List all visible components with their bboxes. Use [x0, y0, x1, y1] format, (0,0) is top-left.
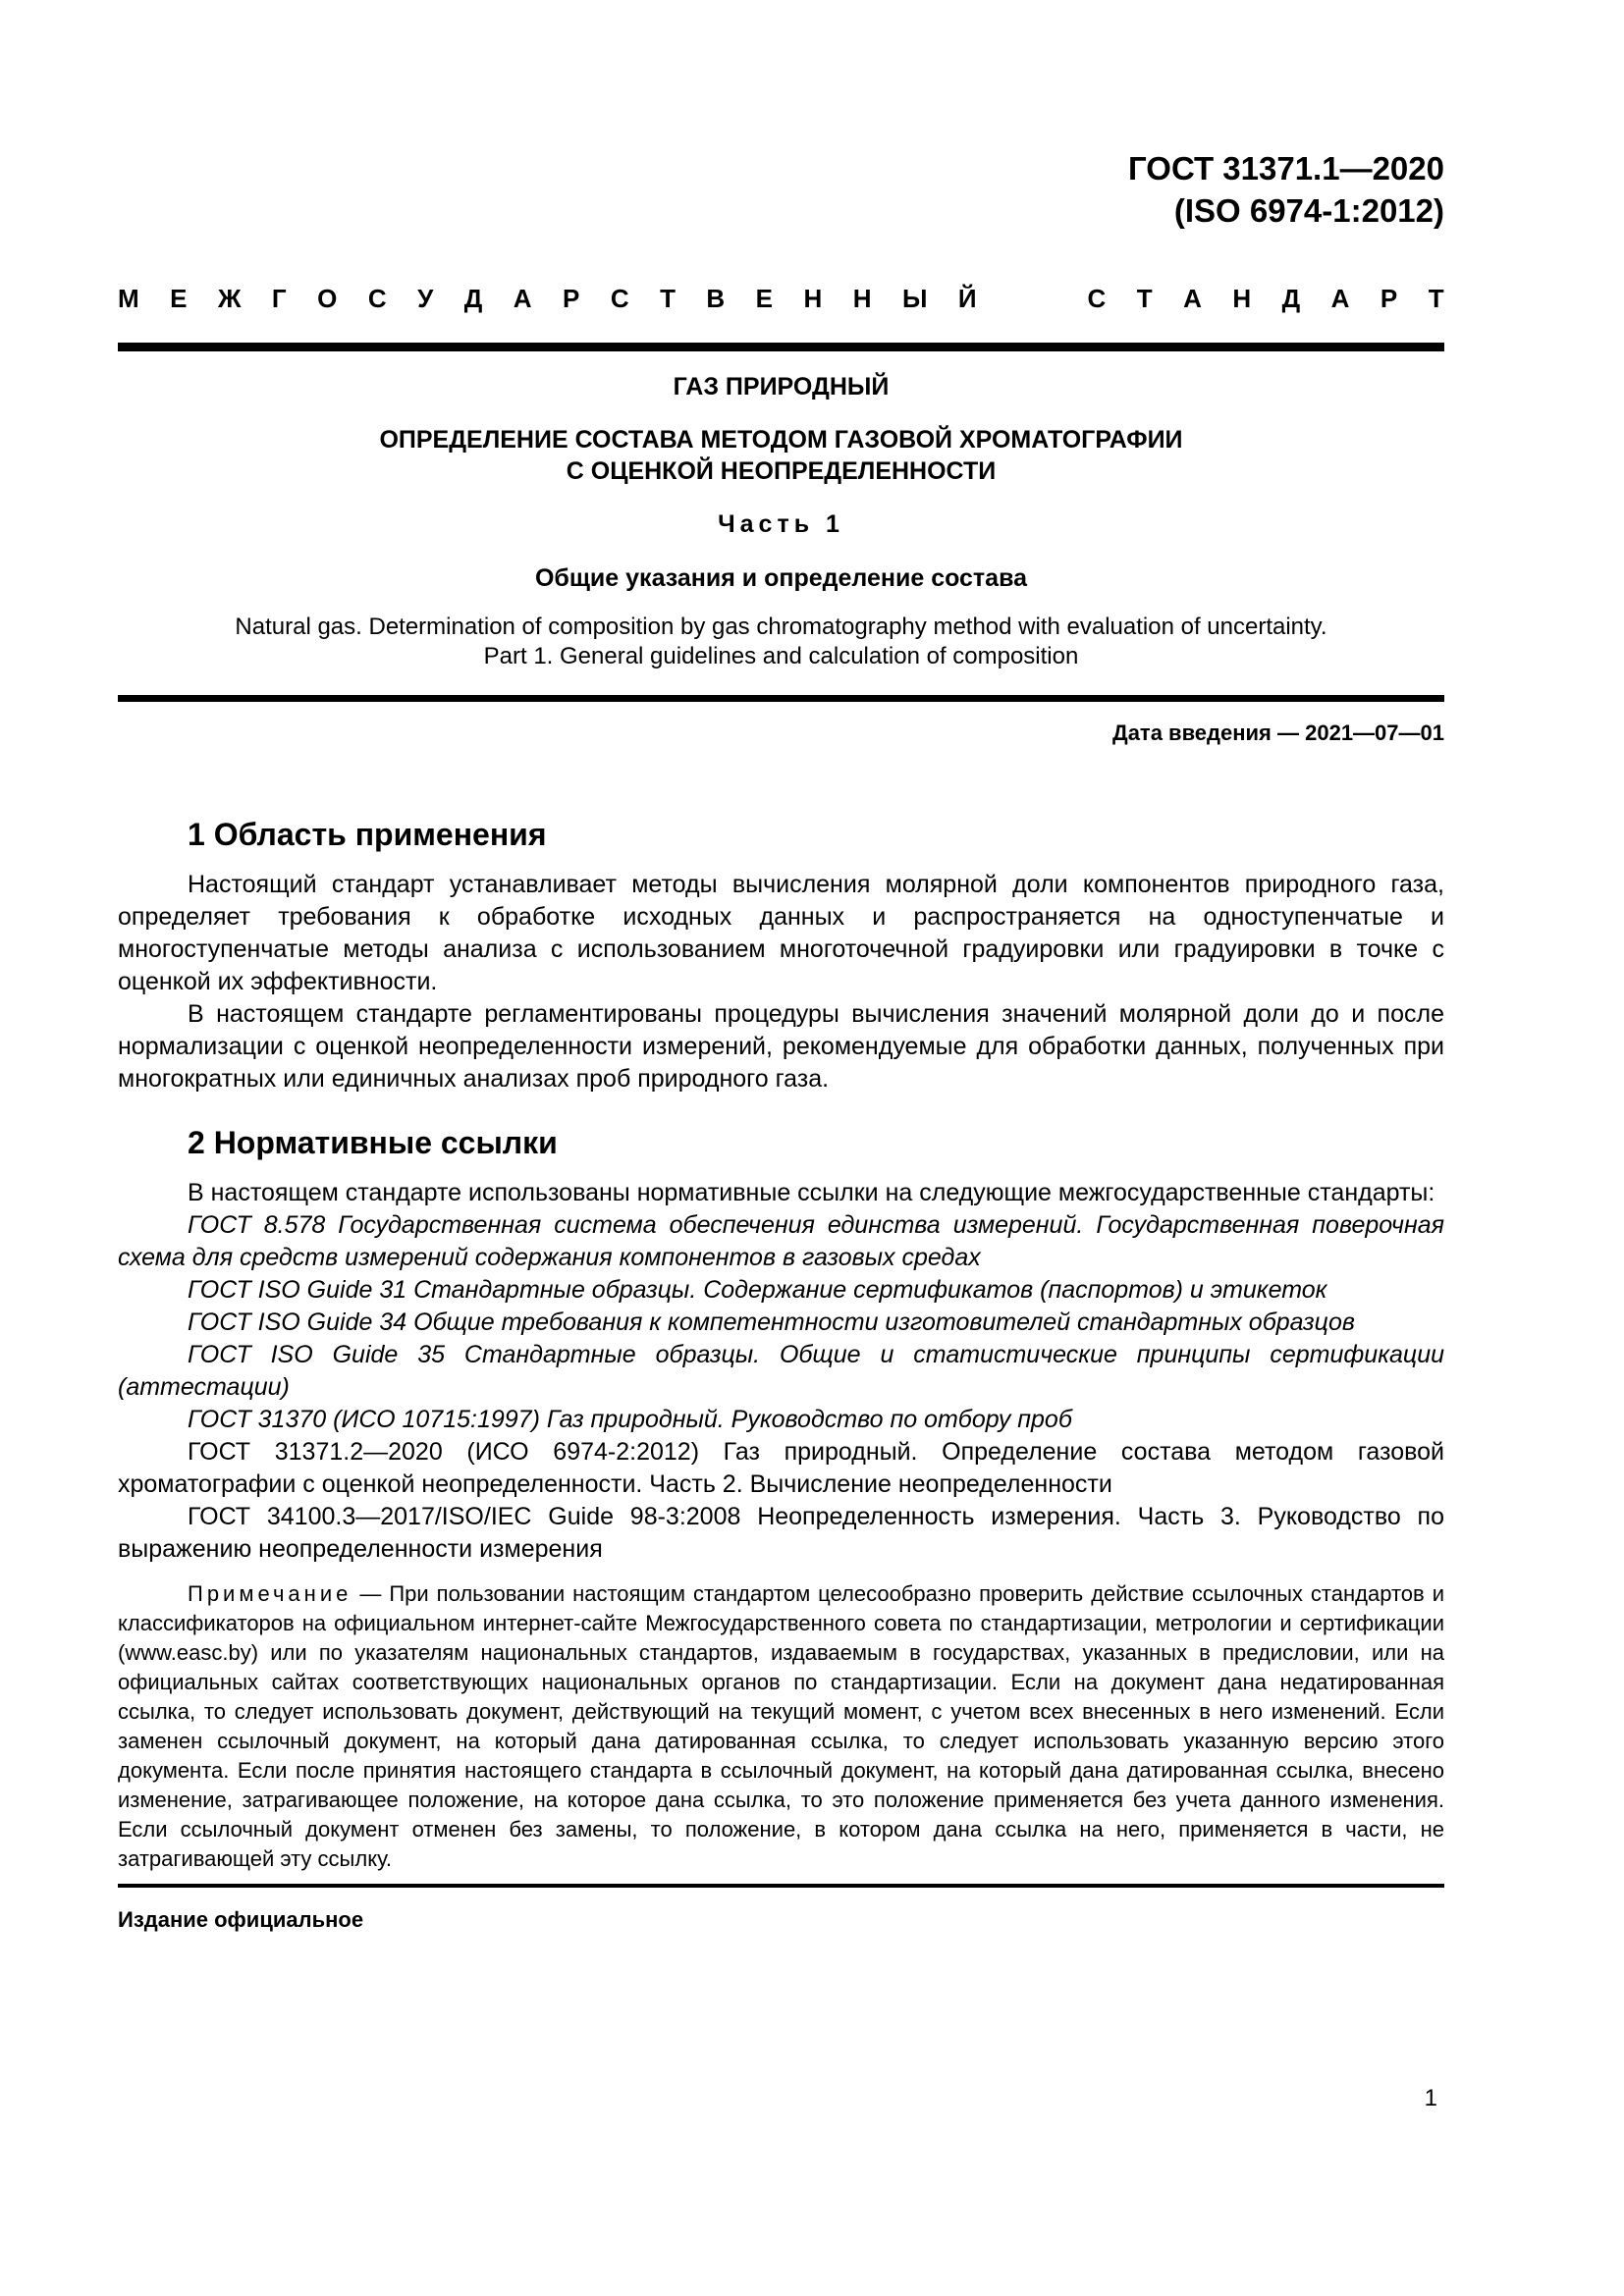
note: [118, 1579, 1444, 1874]
title-block: [118, 371, 1444, 671]
gost-number: ГОСТ 31371.1—2020: [1128, 150, 1444, 187]
banner-letter: С: [610, 284, 629, 313]
banner-letter: Д: [1281, 284, 1301, 313]
title-english: [118, 613, 1444, 671]
title-sub-line1: ОПРЕДЕЛЕНИЕ СОСТАВА МЕТОДОМ ГАЗОВОЙ ХРОМАТОГРАФИИ: [379, 426, 1183, 454]
reference-item: ГОСТ ISO Guide 31 Стандартные образцы. Содержание сертификатов (паспортов) и этикеток: [188, 1276, 1327, 1304]
banner-letter: Д: [463, 284, 483, 313]
banner-letter: У: [417, 284, 434, 313]
banner-letter: С: [367, 284, 387, 313]
note-text: — При пользовании настоящим стандартом целесообразно проверить действие ссылочных стандартов и классификаторов на официальном интернет-сайте Межгосударственного совета по стандартизации, метрологии и сертификации (www.easc.by) или по указателям национальных стандартов, издаваемым в государствах, указанных в предисловии, или на официальных сайтах соответствующих национальных органов по стандартизации. Если на документ дана недатированная ссылка, то следует использовать документ, действующий на текущий момент, с учетом всех внесенных в него изменений. Если заменен ссылочный документ, на который дана датированная ссылка, то следует использовать указанную версию этого документа. Если после принятия настоящего стандарта в ссылочный документ, на который дана датированная ссылка, внесено изменение, затрагивающее положение, на которое дана ссылка, то это положение применяется без учета данного изменения. Если ссылочный документ отменен без замены, то положение, в котором дана ссылка на него, применяется в части, не затрагивающей эту ссылку.: [118, 1581, 1444, 1871]
section-1-heading: 1 Область применения: [188, 817, 547, 852]
banner-letter: Н: [803, 284, 823, 313]
title-sub: [118, 424, 1444, 487]
title-main: ГАЗ ПРИРОДНЫЙ: [673, 373, 890, 400]
intro-date: Дата введения — 2021—07—01: [1112, 721, 1444, 745]
banner-letter: С: [1087, 284, 1107, 313]
section-1-paragraph: Настоящий стандарт устанавливает методы вычисления молярной доли компонентов природного газа, определяет требования к обработке исходных данных и распространяется на одноступенчатые и многоступенчатые методы анализа с использованием многоточечной градуировки или градуировки в точке с оценкой их эффективности.: [118, 871, 1444, 995]
banner-letter: Ы: [901, 284, 928, 313]
reference-item: ГОСТ 31370 (ИСО 10715:1997) Газ природный. Руководство по отбору проб: [188, 1406, 1072, 1433]
reference-item: ГОСТ 34100.3—2017/ISO/IEC Guide 98-3:2008 Неопределенность измерения. Часть 3. Руководство по выражению неопределенности измерения: [118, 1503, 1444, 1563]
reference-item: ГОСТ ISO Guide 35 Стандартные образцы. Общие и статистические принципы сертификации (аттестации): [118, 1341, 1444, 1401]
banner-letter: Р: [563, 284, 580, 313]
footer-rule: [118, 1884, 1444, 1888]
section-1-body: [118, 869, 1444, 1095]
banner-letter: А: [1330, 284, 1350, 313]
banner-letter: Ж: [217, 284, 242, 313]
banner-letter: Т: [1136, 284, 1153, 313]
top-rule: [118, 343, 1444, 351]
note-label: Примечание: [188, 1581, 352, 1606]
reference-item: ГОСТ 8.578 Государственная система обеспечения единства измерений. Государственная поверочная схема для средств измерений содержания компонентов в газовых средах: [118, 1211, 1444, 1271]
title-english-line2: Part 1. General guidelines and calculation of composition: [483, 643, 1079, 669]
title-bottom-rule: [118, 695, 1444, 702]
page-number: 1: [1424, 2085, 1437, 2111]
reference-item: ГОСТ 31371.2—2020 (ИСО 6974-2:2012) Газ природный. Определение состава методом газовой хроматографии с оценкой неопределенности. Часть 2. Вычисление неопределенности: [118, 1438, 1444, 1498]
banner-letter: Т: [1428, 284, 1444, 313]
title-english-line1: Natural gas. Determination of composition by gas chromatography method with evaluation of uncertainty.: [235, 614, 1327, 640]
banner-letter: М: [118, 284, 139, 313]
section-2-body: [118, 1177, 1444, 1874]
iso-number: (ISO 6974-1:2012): [1173, 192, 1444, 229]
banner-word-gap: [1007, 282, 1056, 315]
gost-code: [118, 147, 1444, 232]
reference-item: ГОСТ ISO Guide 34 Общие требования к компетентности изготовителей стандартных образцов: [188, 1308, 1355, 1336]
banner-letter: Н: [852, 284, 872, 313]
title-part: Часть 1: [718, 510, 844, 538]
section-2-intro: В настоящем стандарте использованы нормативные ссылки на следующие межгосударственные стандарты:: [188, 1179, 1435, 1206]
banner-letter: Е: [170, 284, 188, 313]
title-sub-line2: С ОЦЕНКОЙ НЕОПРЕДЕЛЕННОСТИ: [566, 457, 997, 485]
banner-letter: Н: [1232, 284, 1252, 313]
banner-letter: Й: [957, 284, 977, 313]
official-edition-label: Издание официальное: [118, 1907, 364, 1932]
section-1-paragraph: В настоящем стандарте регламентированы процедуры вычисления значений молярной доли до и после нормализации с оценкой неопределенности измерений, рекомендуемые для обработки данных, полученных при многократных или единичных анализах проб природного газа.: [118, 1000, 1444, 1093]
banner-letter: Е: [755, 284, 774, 313]
banner-letter: А: [1183, 284, 1202, 313]
title-part-name: Общие указания и определение состава: [534, 564, 1028, 592]
banner-letter: Г: [271, 284, 287, 313]
section-2-heading: 2 Нормативные ссылки: [188, 1125, 558, 1160]
banner-letter: Р: [1380, 284, 1398, 313]
banner-letter: В: [706, 284, 726, 313]
interstate-standard-banner: [118, 282, 1444, 315]
banner-letter: А: [513, 284, 532, 313]
banner-letter: Т: [660, 284, 676, 313]
banner-letter: О: [317, 284, 338, 313]
